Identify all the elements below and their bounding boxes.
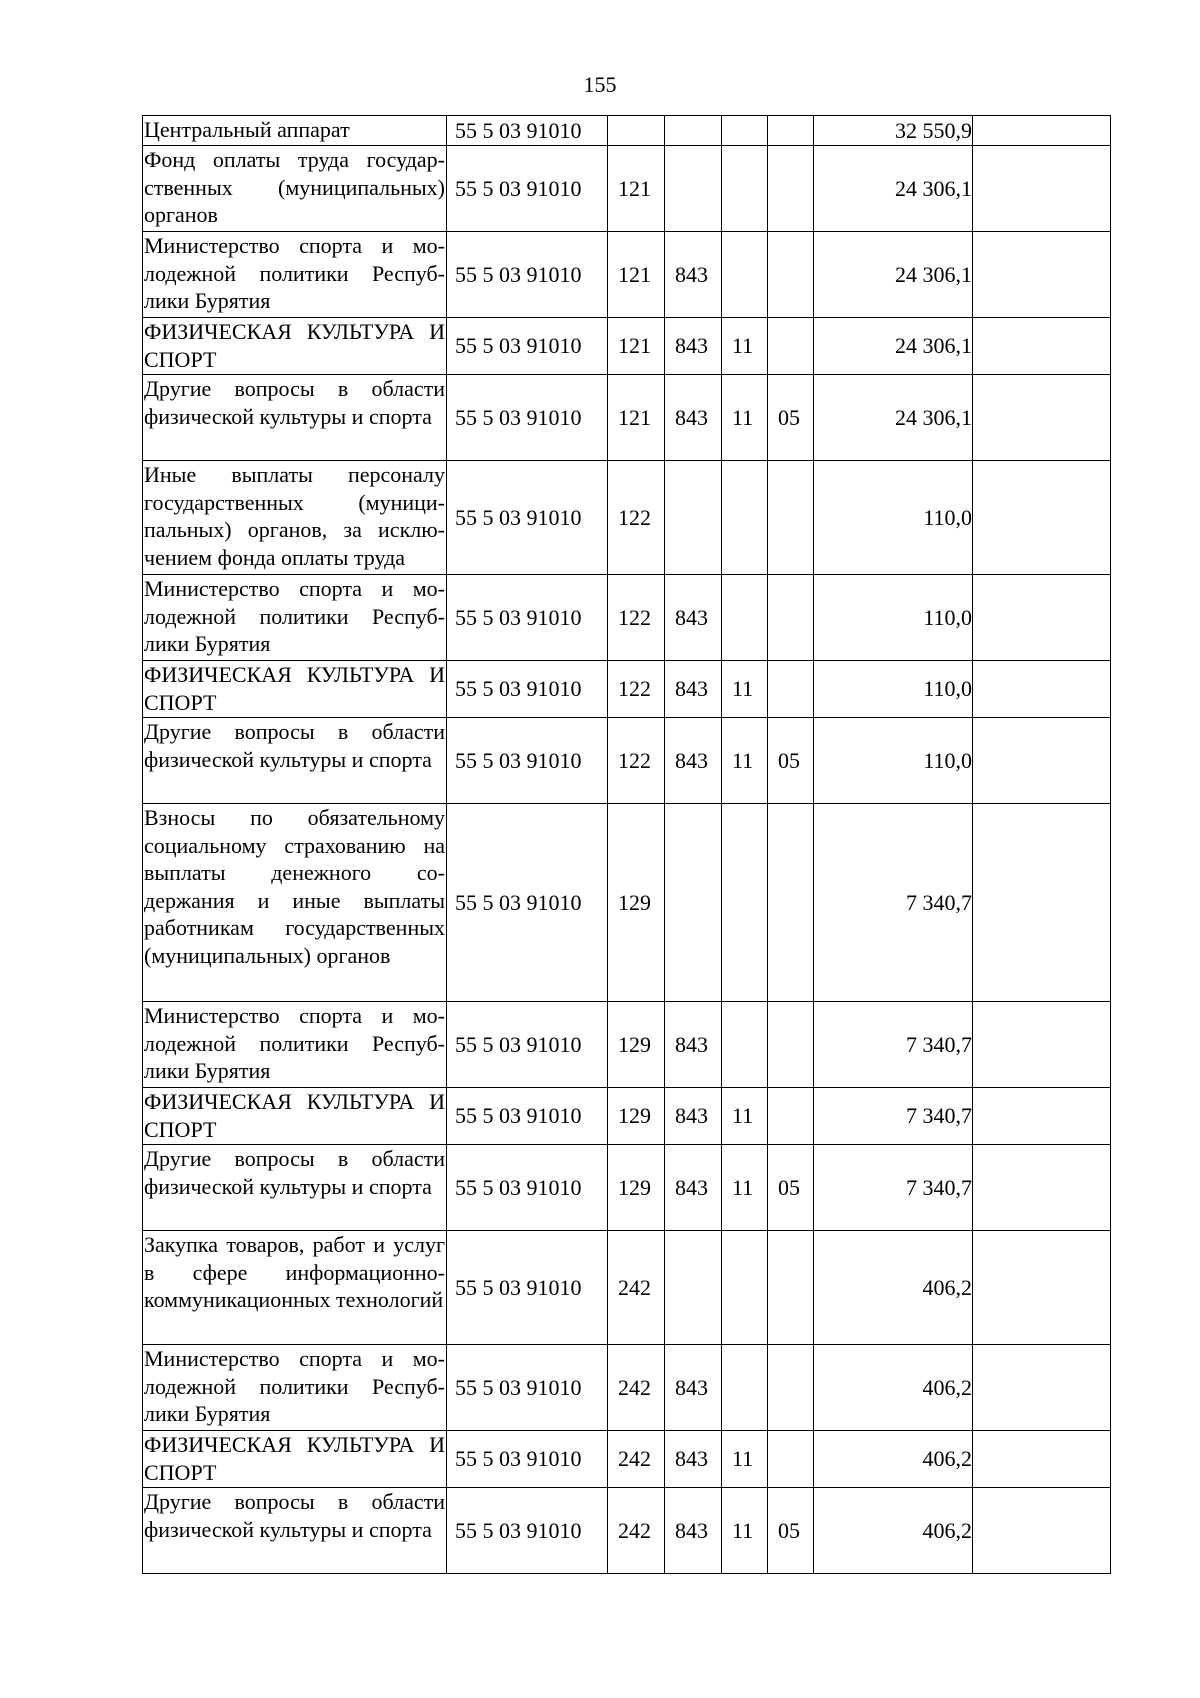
ministry-code-cell: 843 xyxy=(665,375,722,461)
row-name-cell: ФИЗИЧЕСКАЯ КУЛЬТУРА И СПОРТ xyxy=(143,1431,447,1488)
table-row xyxy=(143,1145,1111,1231)
expense-type-cell: 121 xyxy=(608,375,665,461)
extra-cell xyxy=(973,575,1111,661)
ministry-code-cell: 843 xyxy=(665,1488,722,1574)
subsection-cell xyxy=(768,461,814,575)
extra-cell xyxy=(973,661,1111,718)
amount-cell: 7 340,7 xyxy=(814,1088,973,1145)
expense-type-cell xyxy=(608,116,665,146)
target-article-cell: 55 5 03 91010 xyxy=(447,1088,608,1145)
table-row xyxy=(143,1231,1111,1345)
section-cell: 11 xyxy=(722,375,768,461)
expense-type-cell: 129 xyxy=(608,804,665,1002)
ministry-code-cell xyxy=(665,461,722,575)
expense-type-cell: 121 xyxy=(608,318,665,375)
ministry-code-cell: 843 xyxy=(665,1145,722,1231)
section-cell: 11 xyxy=(722,1488,768,1574)
row-name-cell: Центральный аппарат xyxy=(143,116,447,146)
subsection-cell xyxy=(768,146,814,232)
amount-cell: 406,2 xyxy=(814,1231,973,1345)
ministry-code-cell: 843 xyxy=(665,1345,722,1431)
row-name-cell: Министерство спорта и молодежной политики Республики Бурятия xyxy=(143,1002,447,1088)
target-article-cell: 55 5 03 91010 xyxy=(447,1002,608,1088)
ministry-code-cell: 843 xyxy=(665,661,722,718)
target-article-cell: 55 5 03 91010 xyxy=(447,804,608,1002)
expense-type-cell: 122 xyxy=(608,575,665,661)
section-cell: 11 xyxy=(722,1145,768,1231)
amount-cell: 406,2 xyxy=(814,1488,973,1574)
ministry-code-cell: 843 xyxy=(665,318,722,375)
target-article-cell: 55 5 03 91010 xyxy=(447,1231,608,1345)
table-row xyxy=(143,318,1111,375)
table-row xyxy=(143,1431,1111,1488)
target-article-cell: 55 5 03 91010 xyxy=(447,232,608,318)
subsection-cell xyxy=(768,804,814,1002)
table-row xyxy=(143,1002,1111,1088)
table-row xyxy=(143,461,1111,575)
expense-type-cell: 121 xyxy=(608,232,665,318)
subsection-cell: 05 xyxy=(768,1488,814,1574)
subsection-cell xyxy=(768,1345,814,1431)
target-article-cell: 55 5 03 91010 xyxy=(447,1145,608,1231)
expense-type-cell: 121 xyxy=(608,146,665,232)
table-row xyxy=(143,1088,1111,1145)
ministry-code-cell: 843 xyxy=(665,232,722,318)
row-name-cell: Другие вопросы в области физической культуры и спорта xyxy=(143,1488,447,1574)
table-row xyxy=(143,375,1111,461)
subsection-cell: 05 xyxy=(768,375,814,461)
amount-cell: 24 306,1 xyxy=(814,232,973,318)
expense-type-cell: 242 xyxy=(608,1431,665,1488)
target-article-cell: 55 5 03 91010 xyxy=(447,661,608,718)
row-name-cell: Взносы по обязательному социальному страхованию на выплаты денежного содержания и иные выплаты работникам государственных (муниципальных) органов xyxy=(143,804,447,1002)
target-article-cell: 55 5 03 91010 xyxy=(447,1488,608,1574)
budget-table xyxy=(142,115,1111,1574)
table-row xyxy=(143,116,1111,146)
extra-cell xyxy=(973,1231,1111,1345)
subsection-cell: 05 xyxy=(768,1145,814,1231)
extra-cell xyxy=(973,461,1111,575)
row-name-cell: Другие вопросы в области физической культуры и спорта xyxy=(143,718,447,804)
row-name-cell: Другие вопросы в области физической культуры и спорта xyxy=(143,1145,447,1231)
section-cell xyxy=(722,461,768,575)
section-cell xyxy=(722,804,768,1002)
target-article-cell: 55 5 03 91010 xyxy=(447,575,608,661)
expense-type-cell: 242 xyxy=(608,1488,665,1574)
section-cell xyxy=(722,1231,768,1345)
expense-type-cell: 129 xyxy=(608,1002,665,1088)
ministry-code-cell: 843 xyxy=(665,575,722,661)
ministry-code-cell xyxy=(665,804,722,1002)
row-name-cell: Другие вопросы в области физической культуры и спорта xyxy=(143,375,447,461)
subsection-cell xyxy=(768,318,814,375)
table-row xyxy=(143,718,1111,804)
extra-cell xyxy=(973,318,1111,375)
target-article-cell: 55 5 03 91010 xyxy=(447,1345,608,1431)
extra-cell xyxy=(973,1345,1111,1431)
section-cell xyxy=(722,575,768,661)
amount-cell: 110,0 xyxy=(814,661,973,718)
section-cell: 11 xyxy=(722,661,768,718)
target-article-cell: 55 5 03 91010 xyxy=(447,461,608,575)
subsection-cell xyxy=(768,116,814,146)
subsection-cell xyxy=(768,1431,814,1488)
amount-cell: 110,0 xyxy=(814,718,973,804)
extra-cell xyxy=(973,804,1111,1002)
row-name-cell: Фонд оплаты труда государственных (муниципальных) органов xyxy=(143,146,447,232)
expense-type-cell: 242 xyxy=(608,1345,665,1431)
row-name-cell: ФИЗИЧЕСКАЯ КУЛЬТУРА И СПОРТ xyxy=(143,318,447,375)
table-row xyxy=(143,1488,1111,1574)
amount-cell: 32 550,9 xyxy=(814,116,973,146)
row-name-cell: Закупка товаров, работ и услуг в сфере информационно-коммуникационных технологий xyxy=(143,1231,447,1345)
extra-cell xyxy=(973,1431,1111,1488)
extra-cell xyxy=(973,1488,1111,1574)
ministry-code-cell xyxy=(665,1231,722,1345)
ministry-code-cell xyxy=(665,146,722,232)
expense-type-cell: 242 xyxy=(608,1231,665,1345)
table-row xyxy=(143,661,1111,718)
expense-type-cell: 129 xyxy=(608,1145,665,1231)
section-cell xyxy=(722,1002,768,1088)
table-row xyxy=(143,146,1111,232)
table-row xyxy=(143,1345,1111,1431)
amount-cell: 24 306,1 xyxy=(814,146,973,232)
row-name-cell: ФИЗИЧЕСКАЯ КУЛЬТУРА И СПОРТ xyxy=(143,661,447,718)
ministry-code-cell: 843 xyxy=(665,1002,722,1088)
ministry-code-cell: 843 xyxy=(665,718,722,804)
expense-type-cell: 122 xyxy=(608,718,665,804)
table-row xyxy=(143,804,1111,1002)
amount-cell: 24 306,1 xyxy=(814,318,973,375)
table-row xyxy=(143,232,1111,318)
extra-cell xyxy=(973,146,1111,232)
amount-cell: 7 340,7 xyxy=(814,1145,973,1231)
row-name-cell: ФИЗИЧЕСКАЯ КУЛЬТУРА И СПОРТ xyxy=(143,1088,447,1145)
section-cell: 11 xyxy=(722,718,768,804)
subsection-cell xyxy=(768,1231,814,1345)
section-cell: 11 xyxy=(722,318,768,375)
extra-cell xyxy=(973,718,1111,804)
section-cell: 11 xyxy=(722,1088,768,1145)
target-article-cell: 55 5 03 91010 xyxy=(447,318,608,375)
section-cell: 11 xyxy=(722,1431,768,1488)
amount-cell: 7 340,7 xyxy=(814,1002,973,1088)
row-name-cell: Министерство спорта и молодежной политики Республики Бурятия xyxy=(143,575,447,661)
table-row xyxy=(143,575,1111,661)
target-article-cell: 55 5 03 91010 xyxy=(447,116,608,146)
subsection-cell: 05 xyxy=(768,718,814,804)
section-cell xyxy=(722,116,768,146)
section-cell xyxy=(722,232,768,318)
extra-cell xyxy=(973,232,1111,318)
page-number: 155 xyxy=(583,72,617,97)
amount-cell: 406,2 xyxy=(814,1345,973,1431)
target-article-cell: 55 5 03 91010 xyxy=(447,146,608,232)
extra-cell xyxy=(973,375,1111,461)
subsection-cell xyxy=(768,1002,814,1088)
ministry-code-cell xyxy=(665,116,722,146)
amount-cell: 406,2 xyxy=(814,1431,973,1488)
ministry-code-cell: 843 xyxy=(665,1431,722,1488)
subsection-cell xyxy=(768,661,814,718)
amount-cell: 110,0 xyxy=(814,461,973,575)
subsection-cell xyxy=(768,1088,814,1145)
section-cell xyxy=(722,146,768,232)
amount-cell: 7 340,7 xyxy=(814,804,973,1002)
amount-cell: 110,0 xyxy=(814,575,973,661)
row-name-cell: Иные выплаты персоналу государственных (муниципальных) органов, за исключением фонда оплаты труда xyxy=(143,461,447,575)
target-article-cell: 55 5 03 91010 xyxy=(447,375,608,461)
section-cell xyxy=(722,1345,768,1431)
subsection-cell xyxy=(768,575,814,661)
target-article-cell: 55 5 03 91010 xyxy=(447,718,608,804)
amount-cell: 24 306,1 xyxy=(814,375,973,461)
extra-cell xyxy=(973,116,1111,146)
row-name-cell: Министерство спорта и молодежной политики Республики Бурятия xyxy=(143,1345,447,1431)
extra-cell xyxy=(973,1088,1111,1145)
subsection-cell xyxy=(768,232,814,318)
expense-type-cell: 122 xyxy=(608,461,665,575)
target-article-cell: 55 5 03 91010 xyxy=(447,1431,608,1488)
ministry-code-cell: 843 xyxy=(665,1088,722,1145)
expense-type-cell: 122 xyxy=(608,661,665,718)
extra-cell xyxy=(973,1145,1111,1231)
extra-cell xyxy=(973,1002,1111,1088)
expense-type-cell: 129 xyxy=(608,1088,665,1145)
row-name-cell: Министерство спорта и молодежной политики Республики Бурятия xyxy=(143,232,447,318)
